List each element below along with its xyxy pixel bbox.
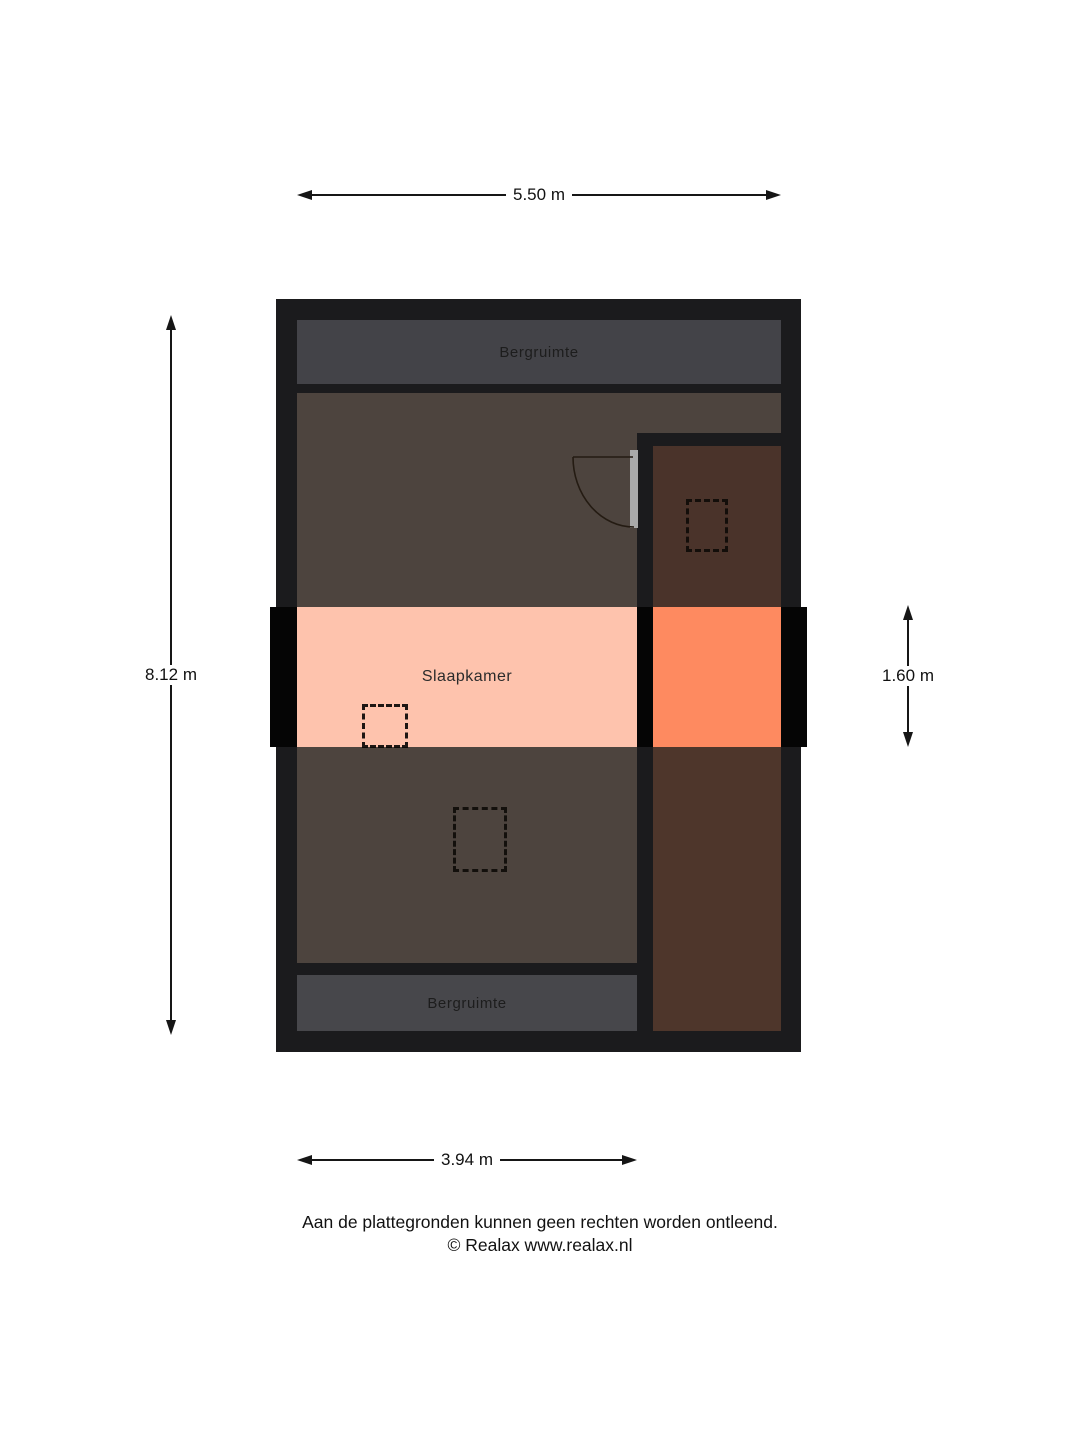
arrowhead-left-icon [297, 190, 312, 200]
arrowhead-right-icon [766, 190, 781, 200]
arrowhead-up-icon [903, 605, 913, 620]
arrowhead-down-icon [166, 1020, 176, 1035]
room-bergruimte-bottom-label: Bergruimte [427, 994, 507, 1012]
room-bergruimte-top-label: Bergruimte [499, 343, 579, 361]
copyright-text: © Realax www.realax.nl [447, 1234, 633, 1255]
door-swing-icon [276, 299, 801, 1052]
dimension-left-label: 8.12 m [138, 665, 204, 685]
arrowhead-up-icon [166, 315, 176, 330]
dimension-right [882, 605, 934, 747]
room-slaapkamer-label: Slaapkamer [421, 668, 513, 685]
arrowhead-down-icon [903, 732, 913, 747]
door-leaf [630, 450, 638, 528]
disclaimer-text: Aan de plattegronden kunnen geen rechten worden ontleend. [302, 1212, 778, 1232]
dimension-top-label: 5.50 m [506, 185, 572, 205]
dimension-top [297, 185, 781, 204]
floor-plan [276, 299, 801, 1052]
dimension-right-label: 1.60 m [875, 666, 941, 686]
arrowhead-right-icon [622, 1155, 637, 1165]
dimension-left [145, 315, 197, 1035]
door-arc [573, 457, 634, 527]
dimension-bottom [297, 1150, 637, 1169]
dimension-bottom-label: 3.94 m [434, 1150, 500, 1170]
arrowhead-left-icon [297, 1155, 312, 1165]
footer [0, 1211, 1080, 1256]
